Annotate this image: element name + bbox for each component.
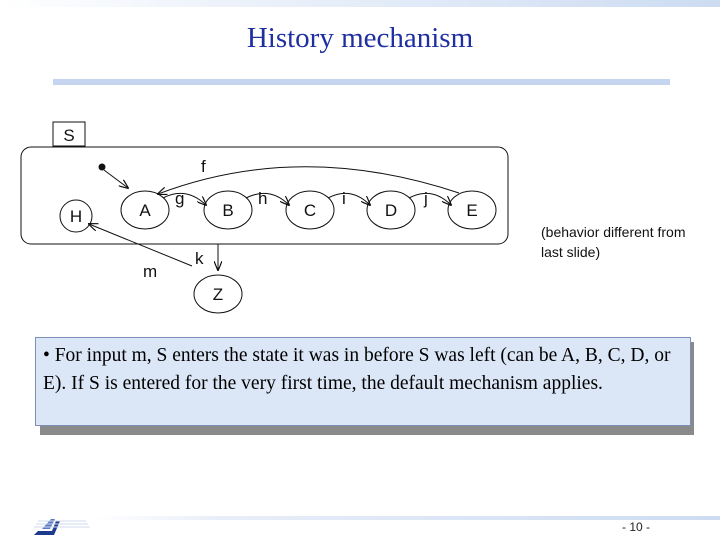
transition-i-label: i: [342, 189, 346, 208]
transition-m-arrow: [89, 224, 192, 266]
state-c-label: C: [303, 201, 317, 220]
behavior-note: (behavior different from last slide): [541, 224, 686, 260]
transition-j-arrow: [409, 193, 451, 205]
transition-g-label: g: [175, 189, 185, 208]
explanation-textbox: • For input m, S enters the state it was in before S was left (can be A, B, C, D, or E). If S is entered for the very first time, the default mechanism applies.: [35, 337, 691, 426]
state-d-label: D: [384, 201, 398, 220]
state-z-label: Z: [212, 285, 224, 304]
superstate-label: S: [63, 126, 75, 145]
transition-j-label: j: [424, 189, 428, 208]
transition-i-arrow: [328, 193, 370, 205]
slide-title: History mechanism: [246, 22, 474, 54]
transition-h-arrow: [246, 193, 289, 205]
state-a-label: A: [139, 201, 151, 220]
state-b-label: B: [222, 201, 234, 220]
transition-g-arrow: [163, 193, 206, 205]
transition-k-label: k: [195, 249, 204, 268]
state-e-label: E: [466, 201, 478, 220]
page-number: - 10 -: [622, 520, 651, 534]
transition-h-label: h: [258, 189, 268, 208]
transition-m-label: m: [143, 262, 158, 281]
initial-transition-arrow: [104, 170, 128, 188]
university-logo-icon: [32, 517, 92, 537]
initial-state-dot: [99, 164, 106, 171]
transition-f-label: f: [201, 157, 206, 176]
history-state-label: H: [69, 207, 83, 226]
